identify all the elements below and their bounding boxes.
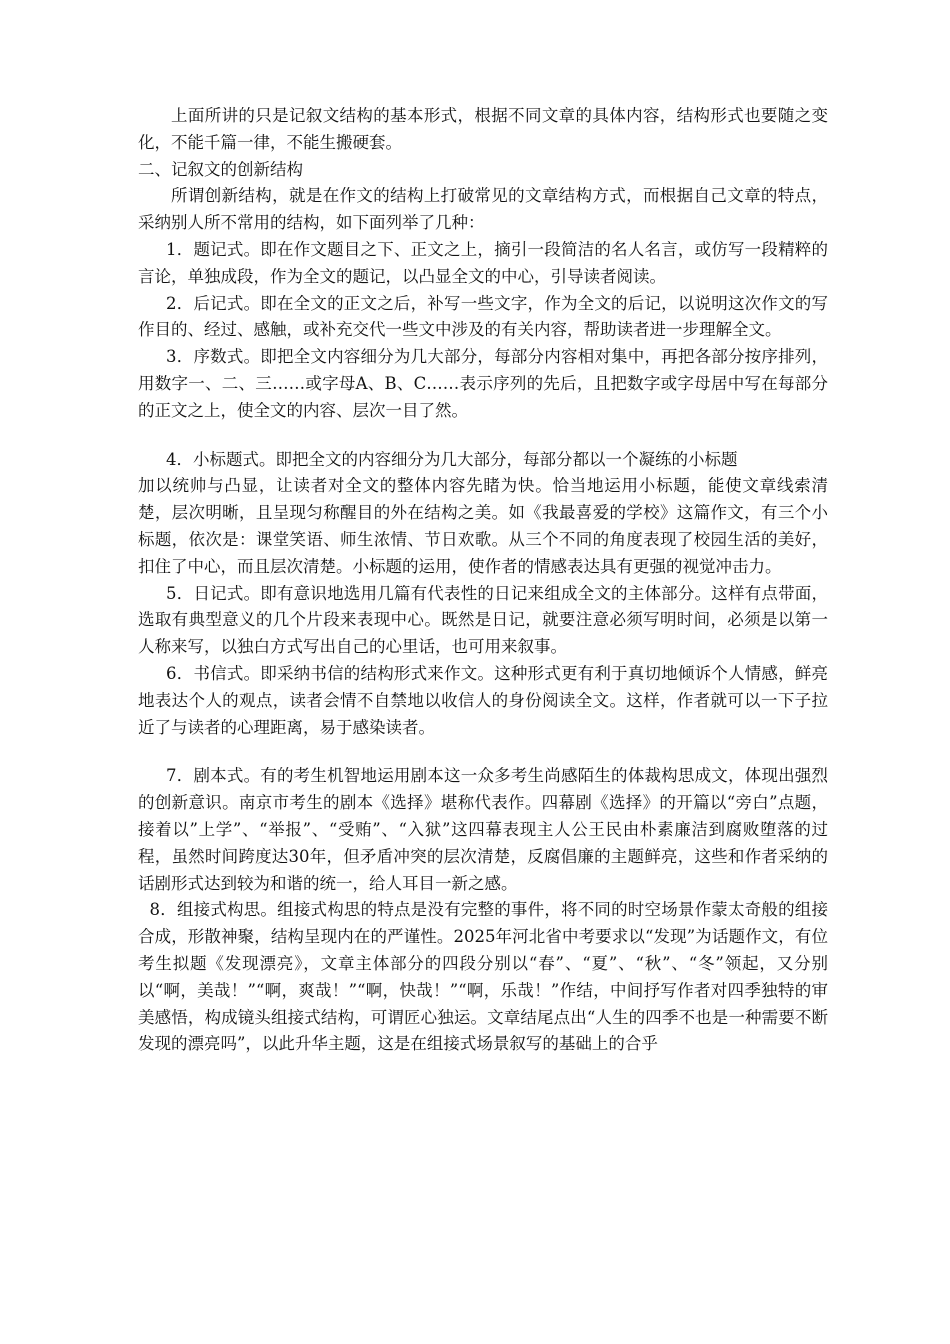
item-4-subtitle-first-line: 4．小标题式。即把全文的内容细分为几大部分，每部分都以一个凝练的小标题 bbox=[166, 449, 738, 469]
item-6-letter: 6．书信式。即采纳书信的结构形式来作文。这种形式更有利于真切地倾诉个人情感，鲜亮地表达个人的观点，读者会情不自禁地以收信人的身份阅读全文。这样，作者就可以一下子拉近了与读者的心理距离，易于感染读者。 bbox=[138, 663, 828, 737]
item-8-montage: 8．组接式构思。组接式构思的特点是没有完整的事件，将不同的时空场景作蒙太奇般的组接合成，形散神聚，结构呈现内在的严谨性。2025年河北省中考要求以“发现”为话题作文，有位考生拟题《发现漂亮》，文章主体部分的四段分别以“春”、“夏”、“秋”、“冬”领起，又分别以“啊，美哉！”“啊，爽哉！”“啊，快哉！”“啊，乐哉！”作结，中间抒写作者对四季独特的审美感悟，构成镜头组接式结构，可谓匠心独运。文章结尾点出“人生的四季不也是一种需要不断发现的漂亮吗”，以此升华主题，这是在组接式场景叙写的基础上的合乎 bbox=[138, 900, 828, 1054]
item-3-ordinal: 3．序数式。即把全文内容细分为几大部分，每部分内容相对集中，再把各部分按序排列，用数字一、二、三……或字母A、B、C……表示序列的先后，且把数字或字母居中写在每部分的正文之上，使全文的内容、层次一目了然。 bbox=[138, 347, 828, 420]
item-7-script: 7．剧本式。有的考生机智地运用剧本这一众多考生尚感陌生的体裁构思成文，体现出强烈的创新意识。南京市考生的剧本《选择》堪称代表作。四幕剧《选择》的开篇以“旁白”点题，接着以”上学”、“举报”、“受贿”、“入狱”这四幕表现主人公王民由朴素廉洁到腐败堕落的过程，虽然时间跨度达30年，但矛盾冲突的层次清楚，反腐倡廉的主题鲜亮，这些和作者采纳的话剧形式达到较为和谐的统一，给人耳目一新之感。 bbox=[138, 766, 828, 893]
paragraph-intro: 上面所讲的只是记叙文结构的基本形式，根据不同文章的具体内容，结构形式也要随之变化，不能千篇一律，不能生搬硬套。 bbox=[138, 106, 828, 152]
paragraph-definition: 所谓创新结构，就是在作文的结构上打破常见的文章结构方式，而根据自己文章的特点，采纳别人所不常用的结构，如下面列举了几种： bbox=[138, 186, 828, 233]
item-4-subtitle-body: 加以统帅与凸显，让读者对全文的整体内容先睹为快。恰当地运用小标题，能使文章线索清楚，层次明晰，且呈现匀称醒目的外在结构之美。如《我最喜爱的学校》这篇作文，有三个小标题，依次是：课堂笑语、师生浓情、节日欢歌。从三个不同的角度表现了校园生活的美好，扣住了中心，而且层次清楚。小标题的运用，使作者的情感表达具有更强的视觉冲击力。 bbox=[138, 476, 828, 576]
document-body bbox=[138, 103, 828, 1058]
item-5-diary: 5．日记式。即有意识地选用几篇有代表性的日记来组成全文的主体部分。这样有点带面，选取有典型意义的几个片段来表现中心。既然是日记，就要注意必须写明时间，必须是以第一人称来写，以独白方式写出自己的心里话，也可用来叙事。 bbox=[138, 583, 828, 657]
section-heading: 二、记叙文的创新结构 bbox=[138, 159, 303, 179]
item-2-postscript: 2．后记式。即在全文的正文之后，补写一些文字，作为全文的后记，以说明这次作文的写作目的、经过、感触，或补充交代一些文中涉及的有关内容，帮助读者进一步理解全文。 bbox=[138, 293, 828, 340]
spacer bbox=[138, 425, 828, 447]
item-1-epigraph: 1．题记式。即在作文题目之下、正文之上，摘引一段简洁的名人名言，或仿写一段精粹的言论，单独成段，作为全文的题记，以凸显全文的中心，引导读者阅读。 bbox=[138, 239, 828, 286]
spacer bbox=[138, 741, 828, 763]
